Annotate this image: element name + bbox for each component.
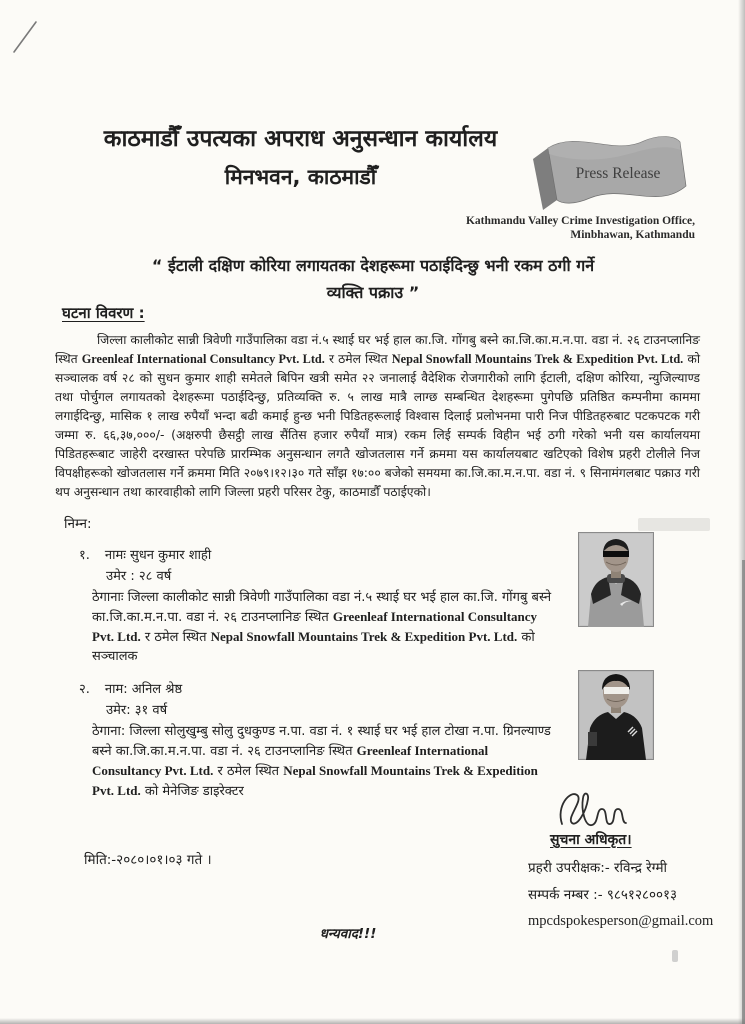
press-release-ribbon	[526, 128, 694, 218]
suspect-2-name: नाम: अनिल श्रेष्ठ	[104, 682, 183, 698]
arrested-list-intro: निम्न:	[64, 516, 92, 533]
office-title-english	[466, 214, 695, 242]
signatory-title: सुचना अधिकृत।	[550, 832, 632, 848]
suspect-entry-1	[55, 546, 700, 666]
press-release-label: Press Release	[575, 165, 661, 182]
pen-stroke-mark	[10, 18, 42, 56]
incident-paragraph: जिल्ला कालीकोट सान्नी त्रिवेणी गाउँपालिका वडा नं.५ स्थाई घर भई हाल का.जि. गोंगबु बस्ने का.जि.का.म.न.पा. वडा नं. २६ टाउनप्लानिङ स्थित Greenleaf International Consultancy Pvt. Ltd. र ठमेल स्थित Nepal Snowfall Mountains Trek & Expedition Pvt. Ltd. को सञ्चालक वर्ष २८ को सुधन कुमार शाही समेतले बिपिन खत्री समेत २२ जनालाई वैदेशिक रोजगारीको लागि ईटाली, दक्षिण कोरिया, न्युजिल्याण्ड तथा पोर्चुगल लगायतको देशहरूमा पठाईदिन्छु, प्रतिव्यक्ति रु. ५ लाख मात्रै लाग्छ सम्बन्धित देशहरूमा पुगेपछि प्रतिष्ठित कम्पनीमा काममा लगाईदिन्छु, मासिक १ लाख रुपैयाँ भन्दा बढी कमाई हुन्छ भनी पिडितहरूलाई विश्वास दिलाई प्रलोभनमा पारी निज पीडितहरुबाट पटकपटक गरी जम्मा रु. ६६,३७,०००/- (अक्षरुपी छैसट्ठी लाख सैंतिस हजार रुपैयाँ मात्र) रकम लिई सम्पर्क विहीन भई ठगी गरेको भनी यस कार्यालयमा पिडितहरूबाट जाहेरी दरखास्त परेपछि प्रारम्भिक अनुसन्धान लगतै खोजतलास गर्ने क्रममा यस कार्यालयबाट खटिएको विशेष प्रहरी टोलीले निज विपक्षीहरूको खोजतलास गर्ने क्रममा मिति २०७९।१२।३० गते साँझ १७:०० बजेको समयमा का.जि.का.म.न.पा. वडा नं. ९ सिनामंगलबाट पक्राउ गरी थप अनुसन्धान तथा कारवाहीको लागि जिल्ला प्रहरी परिसर टेकु, काठमाडौँ पठाईएको।	[55, 333, 701, 499]
contact-number: सम्पर्क नम्बर :- ९८५१२८००१३	[528, 887, 678, 903]
ribbon-banner-icon	[526, 128, 694, 218]
scan-speck	[672, 950, 678, 962]
headline-line1: “ ईटाली दक्षिण कोरिया लगायतका देशहरूमा पठाईदिन्छु भनी रकम ठगी गर्ने	[151, 256, 595, 275]
suspect-1-name: नामः सुधन कुमार शाही	[104, 548, 212, 564]
suspect-entry-2	[55, 680, 700, 801]
suspect-2-address: ठेगाना: जिल्ला सोलुखुम्बु सोलु दुधकुण्ड न.पा. वडा नं. १ स्थाई घर भई हाल टोखा न.पा. ग्रिनल्याण्ड बस्ने का.जि.का.म.न.पा. वडा नं. २६ टाउनप्लानिङ स्थित Greenleaf International Consultancy Pvt. Ltd. र ठमेल स्थित Nepal Snowfall Mountains Trek & Expedition Pvt. Ltd. को मेनेजिङ डाइरेक्टर	[92, 724, 551, 800]
officer-name: प्रहरी उपरीक्षक:- रविन्द्र रेग्मी	[528, 860, 668, 876]
suspect-1-address: ठेगानाः जिल्ला कालीकोट सान्नी त्रिवेणी गाउँपालिका वडा नं.५ स्थाई घर भई हाल का.जि. गोंगबु बस्ने का.जि.का.म.न.पा. वडा नं. २६ टाउनप्लानिङ स्थित Greenleaf International Consultancy Pvt. Ltd. र ठमेल स्थित Nepal Snowfall Mountains Trek & Expedition Pvt. Ltd. को सञ्चालक	[92, 590, 552, 665]
office-location-nepali: मिनभवन, काठमाडौँ	[224, 165, 377, 190]
document-body	[55, 303, 700, 801]
scan-edge-bottom	[0, 1018, 745, 1024]
office-letterhead	[28, 124, 573, 191]
headline-line2: व्यक्ति पक्राउ ”	[326, 283, 420, 302]
issue-date: मिति:-२०८०।०१।०३ गते ।	[84, 852, 212, 868]
suspect-2-number: २.	[79, 682, 90, 698]
spokesperson-email: mpcdspokesperson@gmail.com	[528, 913, 714, 929]
office-title-nepali: काठमाडौँ उपत्यका अपराध अनुसन्धान कार्यालय	[103, 126, 498, 152]
office-en-line1: Kathmandu Valley Crime Investigation Office,	[465, 215, 695, 227]
signature-scribble-icon	[554, 786, 654, 832]
suspect-2-age: उमेर: ३१ वर्ष	[106, 703, 168, 719]
suspect-photo-1	[578, 532, 654, 627]
suspect-photo-2	[578, 670, 654, 760]
suspect-1-age: उमेर : २८ वर्ष	[106, 569, 172, 585]
press-headline	[38, 252, 708, 306]
office-en-line2: Minbhawan, Kathmandu	[570, 229, 695, 241]
thanks-note: धन्यवाद!!!	[319, 926, 377, 942]
signature-block	[528, 786, 718, 930]
suspect-1-number: १.	[79, 548, 90, 564]
incident-section-heading: घटना विवरण :	[62, 304, 145, 322]
